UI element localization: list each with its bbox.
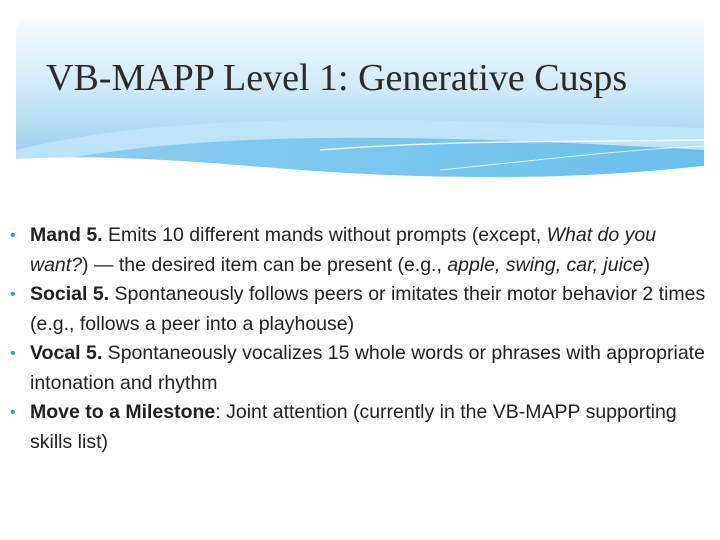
bullet-lead: Vocal 5. (30, 342, 103, 364)
bullet-text: ) (643, 253, 651, 276)
bullet-item-milestone (8, 398, 713, 457)
bullet-text: ) — the desired item can be present (e.g., (82, 253, 448, 276)
bullet-list (8, 221, 713, 457)
bullet-dot-icon: • (10, 345, 16, 362)
bullet-dot-icon: • (10, 404, 16, 421)
bullet-text: Spontaneously vocalizes 15 whole words or phrases with appropriate intonation and rhythm (30, 342, 705, 394)
bullet-lead: Social 5. (30, 283, 110, 305)
bullet-dot-icon: • (10, 286, 16, 303)
bullet-item-mand (8, 221, 713, 280)
bullet-italic-text: apple, swing, car, juice (447, 253, 644, 276)
bullet-text: Spontaneously follows peers or imitates their motor behavior 2 times (e.g., follows a peer into a playhouse) (30, 283, 706, 335)
bullet-item-social (8, 280, 713, 339)
bullet-dot-icon: • (10, 227, 16, 244)
bullet-item-vocal (8, 339, 713, 398)
bullet-text: : Joint attention (currently in the VB-MAPP supporting skills list) (30, 401, 677, 453)
bullet-italic-text: What do you want? (30, 224, 657, 276)
bullet-lead: Mand 5. (30, 224, 103, 246)
header-banner (0, 0, 720, 200)
bullet-text: Emits 10 different mands without prompts (except, (102, 224, 547, 246)
slide-title: VB-MAPP Level 1: Generative Cusps (46, 57, 628, 99)
bullet-lead: Move to a Milestone (30, 401, 216, 423)
